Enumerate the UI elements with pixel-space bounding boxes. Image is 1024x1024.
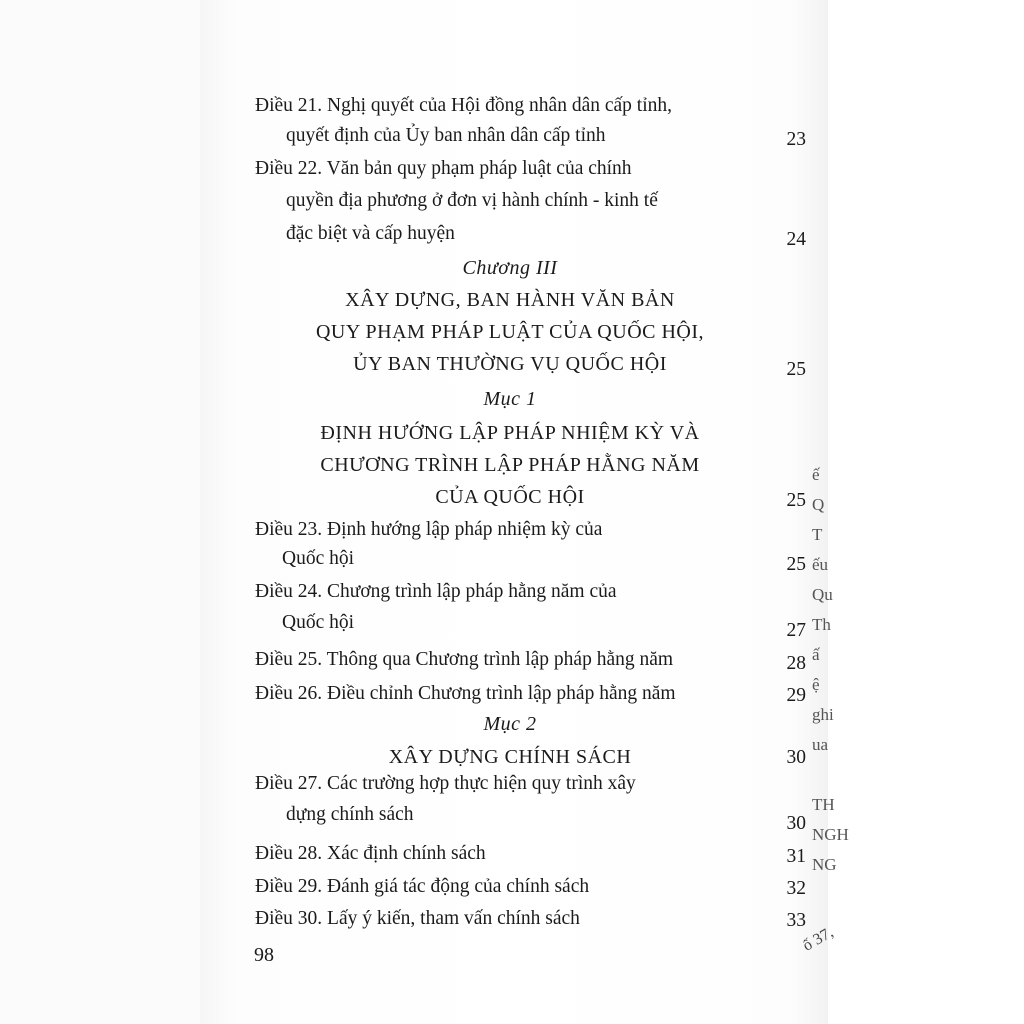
- adjacent-page-fragment: Qu: [812, 585, 833, 604]
- background-right: [828, 0, 1024, 1024]
- toc-page-number: 33: [786, 910, 806, 931]
- adjacent-page-fragment: ếu: [812, 555, 829, 574]
- toc-entry-text: Điều 22. Văn bản quy phạm pháp luật của chính: [255, 158, 632, 179]
- adjacent-page-fragment: ua: [812, 735, 829, 754]
- section-title: CHƯƠNG TRÌNH LẬP PHÁP HẰNG NĂM: [320, 454, 700, 476]
- section-title: ĐỊNH HƯỚNG LẬP PHÁP NHIỆM KỲ VÀ: [320, 422, 700, 444]
- toc-entry-text: quyền địa phương ở đơn vị hành chính - kinh tế: [286, 190, 658, 211]
- adjacent-page-fragment: ế: [812, 465, 820, 484]
- toc-entry-text: Điều 25. Thông qua Chương trình lập pháp hằng năm: [255, 649, 674, 670]
- adjacent-page-fragment: ấ: [812, 645, 820, 664]
- adjacent-page-fragment: Th: [812, 615, 831, 634]
- toc-page-number: 25: [786, 359, 806, 380]
- adjacent-page-fragment: TH: [812, 795, 835, 814]
- adjacent-page-edge: [812, 380, 849, 940]
- toc-page-number: 25: [786, 490, 806, 511]
- section-title: CỦA QUỐC HỘI: [435, 486, 585, 508]
- adjacent-page-corner-fragment: ố 37,: [800, 924, 837, 955]
- toc-page-number: 32: [786, 878, 806, 899]
- toc-page-number: 29: [786, 685, 806, 706]
- section-title: XÂY DỰNG CHÍNH SÁCH: [388, 746, 632, 768]
- section-label: Mục 2: [483, 713, 537, 735]
- adjacent-page-fragment: ệ: [812, 675, 820, 694]
- chapter-title: ỦY BAN THƯỜNG VỤ QUỐC HỘI: [353, 353, 667, 375]
- toc-entry-text: Điều 26. Điều chỉnh Chương trình lập pháp hằng năm: [255, 683, 676, 704]
- toc-page-number: 24: [786, 229, 806, 250]
- page-number: 98: [254, 944, 274, 966]
- adjacent-page-fragment: NG: [812, 855, 837, 874]
- toc-entry-text: Điều 21. Nghị quyết của Hội đồng nhân dân cấp tỉnh,: [255, 95, 672, 116]
- toc-page-number: 27: [786, 620, 806, 641]
- toc-entry-text: dựng chính sách: [286, 804, 414, 825]
- toc-page-number: 31: [786, 846, 806, 867]
- toc-entry-text: Quốc hội: [282, 548, 355, 569]
- toc-entry-text: Điều 28. Xác định chính sách: [255, 843, 486, 864]
- toc-entry-text: Điều 30. Lấy ý kiến, tham vấn chính sách: [255, 908, 580, 929]
- toc-entry-text: Điều 27. Các trường hợp thực hiện quy trình xây: [255, 773, 636, 794]
- toc-entry-text: đặc biệt và cấp huyện: [286, 223, 455, 244]
- adjacent-page-fragment: Q: [812, 495, 825, 514]
- toc-page-number: 25: [786, 554, 806, 575]
- toc-entry-text: Quốc hội: [282, 612, 355, 633]
- chapter-title: XÂY DỰNG, BAN HÀNH VĂN BẢN: [345, 289, 675, 311]
- toc-entry-text: Điều 29. Đánh giá tác động của chính sách: [255, 876, 590, 897]
- toc-entry-text: Điều 23. Định hướng lập pháp nhiệm kỳ của: [255, 519, 603, 540]
- toc-page-number: 30: [786, 813, 806, 834]
- chapter-title: QUY PHẠM PHÁP LUẬT CỦA QUỐC HỘI,: [315, 321, 705, 343]
- background-left: [0, 0, 200, 1024]
- toc-page-number: 23: [786, 129, 806, 150]
- adjacent-page-fragment: NGH: [812, 825, 849, 844]
- toc-page-number: 28: [786, 653, 806, 674]
- chapter-label: Chương III: [462, 257, 558, 279]
- toc-entry-text: Điều 24. Chương trình lập pháp hằng năm của: [255, 581, 617, 602]
- adjacent-page-fragment: T: [812, 525, 823, 544]
- toc-page-number: 30: [786, 747, 806, 768]
- section-label: Mục 1: [483, 388, 537, 410]
- adjacent-page-fragment: ghi: [812, 705, 834, 724]
- toc-entry-text: quyết định của Ủy ban nhân dân cấp tỉnh: [286, 125, 606, 146]
- book-page: [200, 0, 828, 1024]
